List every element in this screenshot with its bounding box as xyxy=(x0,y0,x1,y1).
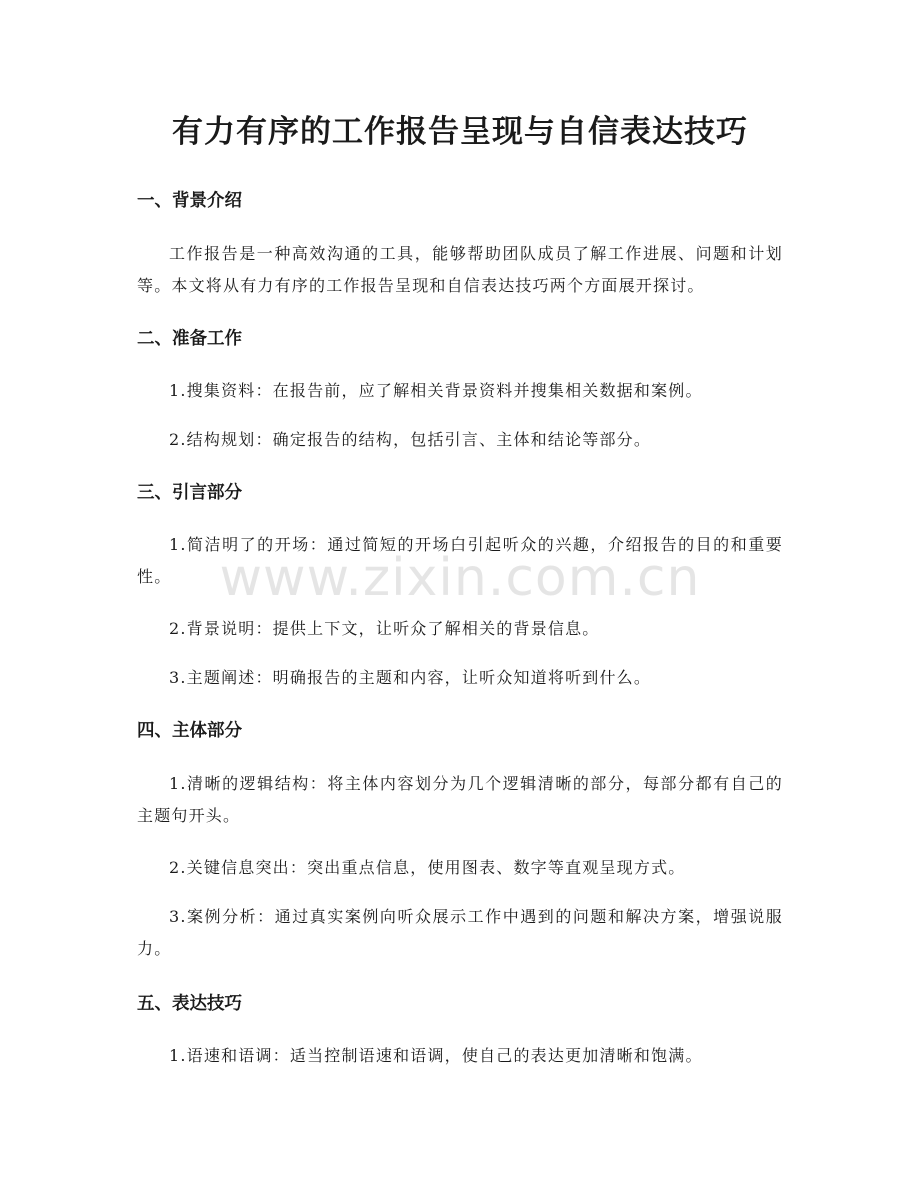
section-heading-introduction: 三、引言部分 xyxy=(137,483,242,503)
section-paragraph: 1.语速和语调：适当控制语速和语调，使自己的表达更加清晰和饱满。 xyxy=(169,1046,703,1065)
watermark: www.zixin.com.cn xyxy=(219,548,701,608)
section-paragraph: 1.搜集资料：在报告前，应了解相关背景资料并搜集相关数据和案例。 xyxy=(169,381,703,400)
section-paragraph: 3.案例分析：通过真实案例向听众展示工作中遇到的问题和解决方案，增强说服力。 xyxy=(137,907,783,958)
section-paragraph: 2.关键信息突出：突出重点信息，使用图表、数字等直观呈现方式。 xyxy=(169,858,686,877)
section-heading-expression-skills: 五、表达技巧 xyxy=(137,994,242,1014)
section-heading-preparation: 二、准备工作 xyxy=(137,329,242,349)
section-paragraph: 1.简洁明了的开场：通过简短的开场白引起听众的兴趣，介绍报告的目的和重要性。 xyxy=(137,535,783,586)
section-paragraph: 3.主题阐述：明确报告的主题和内容，让听众知道将听到什么。 xyxy=(169,668,652,687)
page-title: 有力有序的工作报告呈现与自信表达技巧 xyxy=(172,114,748,150)
section-heading-main-body: 四、主体部分 xyxy=(137,721,242,741)
section-paragraph: 工作报告是一种高效沟通的工具，能够帮助团队成员了解工作进展、问题和计划等。本文将从有力有序的工作报告呈现和自信表达技巧两个方面展开探讨。 xyxy=(137,244,783,295)
section-heading-background: 一、背景介绍 xyxy=(137,191,242,211)
section-paragraph: 1.清晰的逻辑结构：将主体内容划分为几个逻辑清晰的部分，每部分都有自己的主题句开头。 xyxy=(137,774,783,825)
section-paragraph: 2.结构规划：确定报告的结构，包括引言、主体和结论等部分。 xyxy=(169,430,652,449)
section-paragraph: 2.背景说明：提供上下文，让听众了解相关的背景信息。 xyxy=(169,619,600,638)
